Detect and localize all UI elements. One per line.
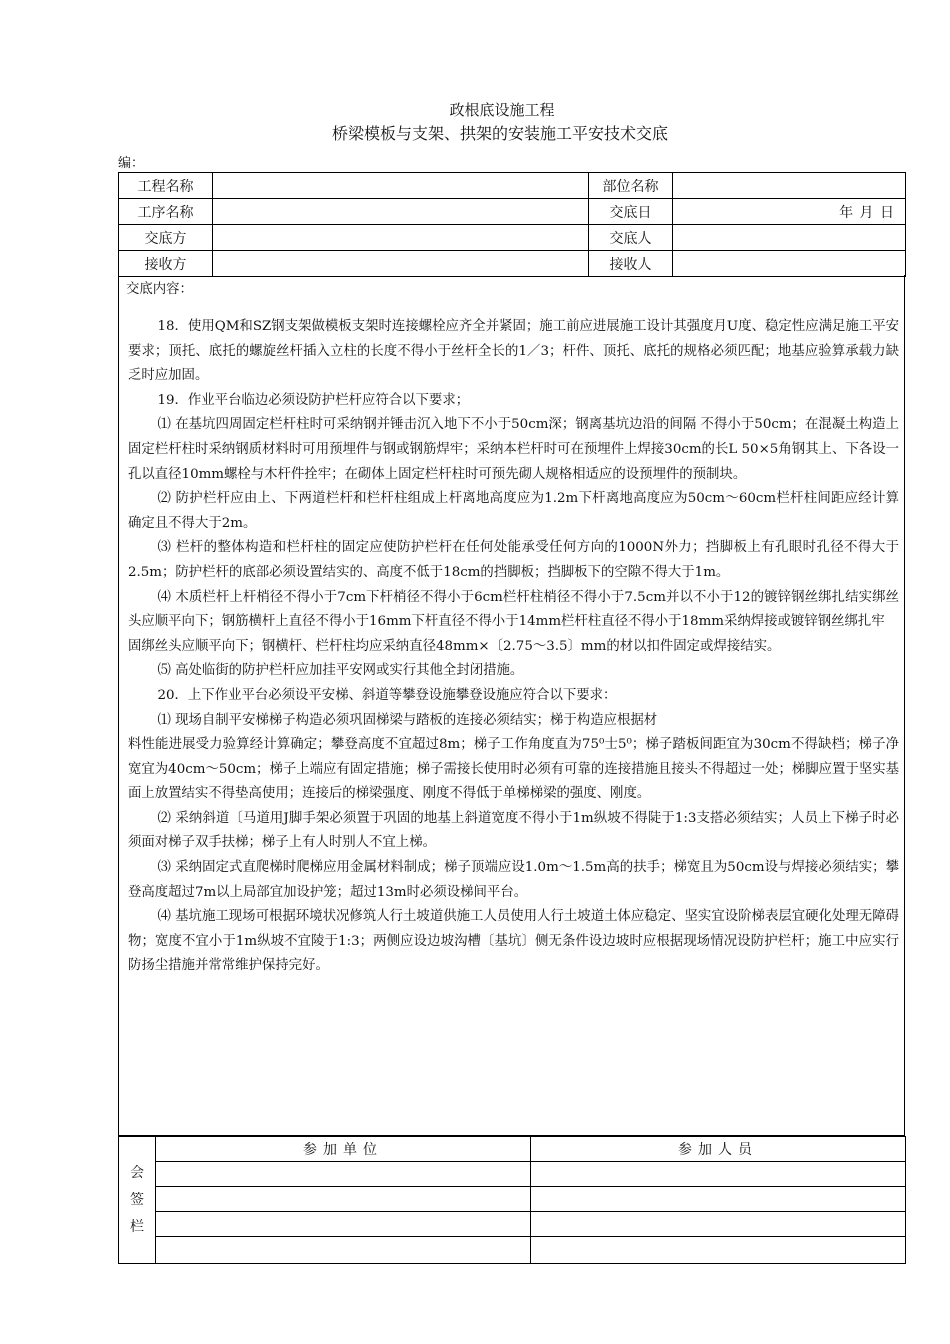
- countersign-row: [119, 1187, 906, 1212]
- handover-date-value: 年 月 日: [673, 199, 906, 225]
- unit-cell: [156, 1187, 531, 1212]
- content-paragraph: 18．使用QM和SZ钢支架做模板支架时连接螺栓应齐全并紧固；施工前应进展施工设计其强度月U度、稳定性应满足施工平安要求；顶托、底托的螺旋丝杆插入立柱的长度不得小于丝杆全长的1／3；杆件、顶托、底托的规格必须匹配；地基应验算承载力缺乏时应加固。: [128, 319, 899, 384]
- receiving-person-value: [673, 251, 906, 277]
- countersign-side-label: [119, 1137, 156, 1264]
- side-char: 栏: [130, 1218, 144, 1235]
- content-paragraph: ⑷ 基坑施工现场可根据环境状况修筑人行土坡道供施工人员使用人行土坡道土体应稳定、坚实宜设阶梯表层宜硬化处理无障碍物；宽度不宜小于1m纵坡不宜陵于1:3；两侧应设边坡沟槽〔基坑〕侧无条件设边坡时应根据现场情况设防护栏杆；施工中应实行防扬尘措施并常常维护保持完好。: [128, 909, 899, 974]
- unit-cell: [156, 1212, 531, 1237]
- participating-person-header: 参加人员: [531, 1137, 906, 1162]
- handover-person-value: [673, 225, 906, 251]
- content-paragraph: ⑷ 木质栏杆上杆梢径不得小于7cm下杆梢径不得小于6cm栏杆柱梢径不得小于7.5cm并以不小于12的镀锌钢丝绑扎结实绑丝头应顺平向下；钢筋横杆上直径不得小于16mm下杆直径不得小于14mm栏杆柱直径不得小于18mm采纳焊接或镀锌钢丝绑扎牢: [128, 589, 899, 630]
- receiving-person-label: 接收人: [589, 251, 673, 277]
- countersign-row: [119, 1212, 906, 1237]
- edit-label: 编：: [118, 156, 145, 171]
- content-paragraph: ⑶ 采纳固定式直爬梯时爬梯应用金属材料制成；梯子顶端应设1.0m～1.5m高的扶手；梯宽且为50cm设与焊接必须结实；攀登高度超过7m以上局部宜加设护笼；超过13m时必须设梯间平台。: [128, 860, 899, 900]
- countersign-row: [119, 1162, 906, 1187]
- countersign-row: [119, 1237, 906, 1264]
- handover-content-label: 交底内容：: [126, 282, 193, 297]
- document-title-line2: 桥梁模板与支架、拱架的安装施工平安技术交底: [331, 124, 668, 143]
- countersign-header-row: [119, 1137, 906, 1162]
- content-paragraph: ⑵ 采纳斜道〔马道用J脚手架必须置于巩固的地基上斜道宽度不得小于1m纵坡不得陡于1:3支搭必须结实；人员上下梯子时必须面对梯子双手扶梯；梯子上有人时别人不宜上梯。: [128, 810, 899, 851]
- receiving-party-value: [213, 251, 589, 277]
- content-paragraph: ⑸ 高处临街的防护栏杆应加挂平安网或实行其他全封闭措施。: [157, 663, 524, 679]
- handover-person-label: 交底人: [589, 225, 673, 251]
- part-name-value: [673, 173, 906, 199]
- countersign-table: [118, 1136, 906, 1264]
- unit-cell: [156, 1237, 531, 1264]
- handover-party-label: 交底方: [119, 225, 213, 251]
- content-paragraph: 料性能进展受力验算经计算确定；攀登高度不宜超过8m；梯子工作角度直为75⁰士5⁰；梯子踏板间距宜为30cm不得缺档；梯子净宽宜为40cm～50cm；梯子上端应有固定措施；梯子需接长使用时必须有可靠的连接措施且接头不得超过一处；梯脚应置于坚实基面上放置结实不得垫高使用；连接后的梯梁强度、刚度不得低于单梯梯梁的强度、刚度。: [128, 737, 899, 802]
- side-char: 会: [130, 1164, 144, 1181]
- receiving-party-label: 接收方: [119, 251, 213, 277]
- content-paragraph: 19．作业平台临边必须设防护栏杆应符合以下要求；: [157, 392, 470, 408]
- content-paragraph: 固绑丝头应顺平向下；钢横杆、栏杆柱均应采纳直径48mm×〔2.75～3.5〕mm的材以扣件固定或焊接结实。: [128, 638, 781, 654]
- handover-date-label: 交底日: [589, 199, 673, 225]
- side-char: 签: [130, 1191, 144, 1208]
- person-cell: [531, 1162, 906, 1187]
- handover-content-body: [128, 315, 899, 979]
- content-paragraph: ⑶ 栏杆的整体构造和栏杆柱的固定应使防护栏杆在任何处能承受任何方向的1000N外力；挡脚板上有孔眼时孔径不得大于2.5m；防护栏杆的底部必须设置结实的、高度不低于18cm的挡脚板；挡脚板下的空隙不得大于1m。: [128, 540, 899, 580]
- content-paragraph: 20．上下作业平台必须设平安梯、斜道等攀登设施攀登设施应符合以下要求：: [157, 687, 617, 703]
- participating-unit-header: 参加单位: [156, 1137, 531, 1162]
- info-row-giver: [119, 225, 906, 251]
- process-name-value: [213, 199, 589, 225]
- person-cell: [531, 1187, 906, 1212]
- document-title-line1: 政根底设施工程: [449, 101, 555, 119]
- content-paragraph: ⑵ 防护栏杆应由上、下两道栏杆和栏杆柱组成上杆离地高度应为1.2m下杆离地高度应为50cm～60cm栏杆柱间距应经计算确定且不得大于2m。: [128, 491, 899, 531]
- content-paragraph: ⑴ 在基坑四周固定栏杆柱时可采纳钢并锤击沉入地下不小于50cm深；钢离基坑边沿的间隔 不得小于50cm；在混凝土构造上固定栏杆柱时采纳钢质材料时可用预埋件与钢或钢筋焊牢；采纳本栏杆时可在预埋件上焊接30cm的长L 50×5角钢其上、下各设一孔以直径10mm螺栓与木杆件拴牢；在砌体上固定栏杆柱时可预先砌人规格相适应的设预埋件的预制块。: [128, 417, 899, 482]
- process-name-label: 工序名称: [119, 199, 213, 225]
- handover-content-box: [118, 275, 905, 1136]
- info-table: [118, 172, 906, 277]
- info-row-project: [119, 173, 906, 199]
- info-row-receiver: [119, 251, 906, 277]
- unit-cell: [156, 1162, 531, 1187]
- project-name-value: [213, 173, 589, 199]
- content-paragraph: ⑴ 现场自制平安梯梯子构造必须巩固梯梁与踏板的连接必须结实；梯于构造应根据材: [157, 712, 658, 728]
- project-name-label: 工程名称: [119, 173, 213, 199]
- person-cell: [531, 1237, 906, 1264]
- info-row-process: [119, 199, 906, 225]
- person-cell: [531, 1212, 906, 1237]
- handover-party-value: [213, 225, 589, 251]
- part-name-label: 部位名称: [589, 173, 673, 199]
